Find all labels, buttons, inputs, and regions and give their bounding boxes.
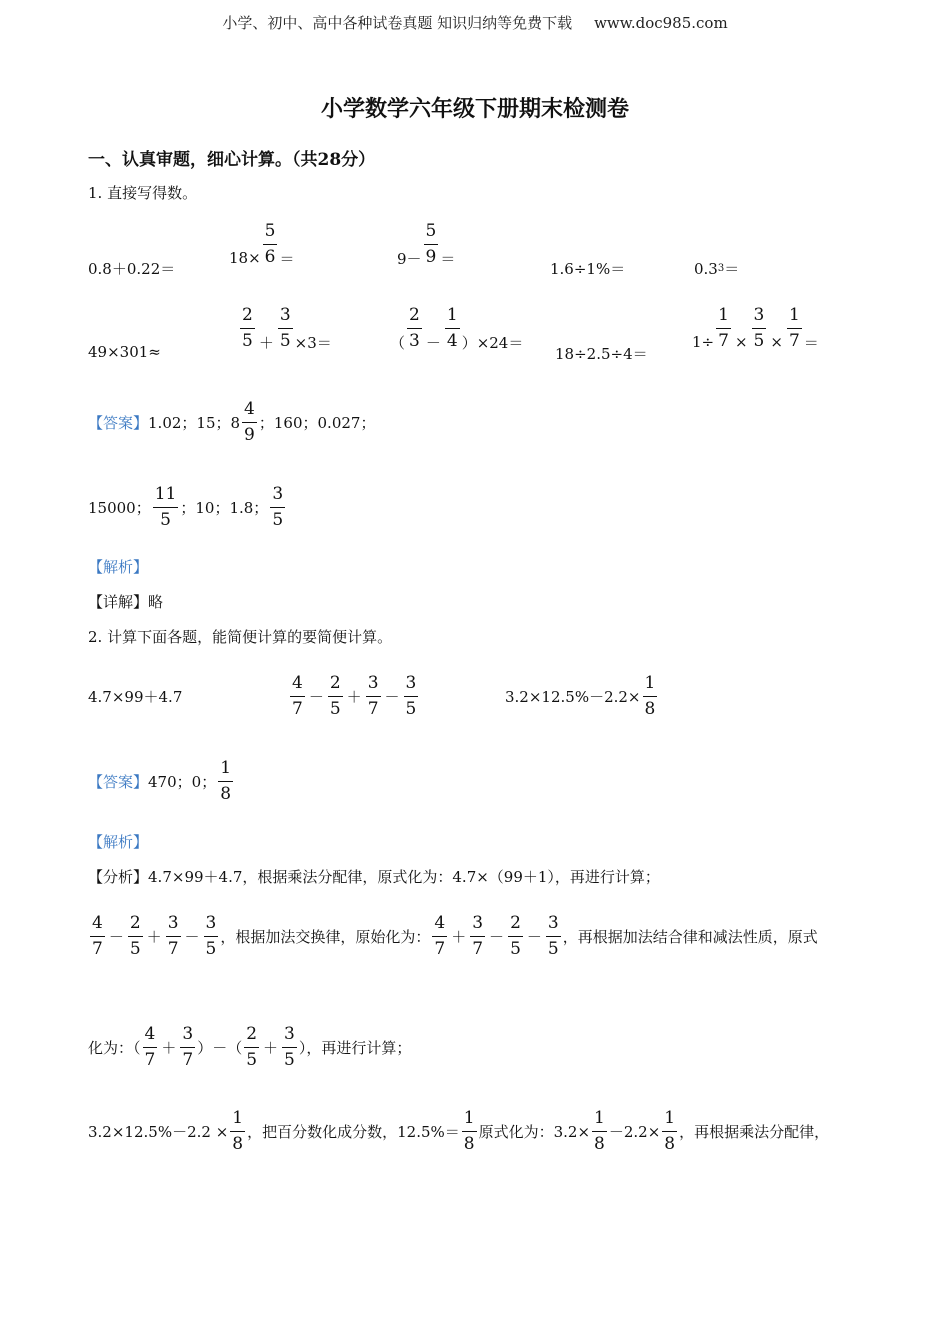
numerator: 2 (329, 672, 341, 693)
fraction (470, 912, 485, 959)
numerator: 3 (472, 912, 484, 933)
fenxi-text: 4.7×99＋4.7，根据乘法分配律，原式化为：4.7×（99＋1），再进行计算； (148, 868, 660, 886)
q1-answer-1 (88, 396, 375, 448)
numerator: 3 (753, 304, 765, 325)
fraction (143, 1023, 158, 1070)
fraction (366, 672, 381, 719)
answer-text: ；160；0.027； (258, 413, 376, 432)
q1-r1-b-post: ＝ (279, 249, 295, 268)
numerator: 2 (510, 912, 521, 933)
fenxi-text: ），再进行计算； (298, 1038, 412, 1057)
denominator: 5 (279, 330, 291, 351)
fraction (180, 1023, 195, 1070)
numerator: 3 (284, 1023, 295, 1044)
numerator: 3 (167, 912, 179, 933)
q1-r1-a: 0.8＋0.22＝ (88, 260, 176, 278)
q2-fenxi-line-4 (88, 1105, 829, 1157)
operator: ＋ (451, 927, 467, 946)
answer-label: 【答案】 (88, 413, 149, 432)
numerator: 5 (264, 220, 276, 241)
q1-r1-d: 1.6÷1%＝ (550, 260, 626, 278)
denominator: 7 (167, 938, 179, 959)
fraction (240, 304, 255, 351)
numerator: 2 (129, 912, 141, 933)
q1-r2-e-pre: 1÷ (692, 333, 715, 351)
numerator: 1 (463, 1107, 475, 1128)
numerator: 5 (425, 220, 437, 241)
fraction (282, 1023, 297, 1070)
denominator: 7 (144, 1049, 156, 1070)
fraction (290, 672, 305, 719)
q1-r1-c-post: ＝ (440, 249, 456, 268)
numerator: 1 (594, 1107, 605, 1128)
q1-r2-c (390, 304, 524, 372)
numerator: 3 (279, 304, 291, 325)
numerator: 4 (144, 1023, 156, 1044)
denominator: 5 (284, 1049, 295, 1070)
denominator: 8 (664, 1133, 676, 1154)
fenxi-text: ）－（ (197, 1038, 243, 1057)
fraction (328, 672, 343, 719)
denominator: 5 (242, 330, 253, 351)
denominator: 9 (244, 424, 255, 445)
denominator: 7 (292, 698, 303, 719)
fenxi-text: ，根据加法交换律，原始化为： (220, 927, 431, 946)
page-header (0, 12, 950, 33)
q1-r1-b-pre: 18× (229, 249, 261, 267)
fraction (546, 912, 561, 959)
denominator: 7 (472, 938, 484, 959)
denominator: 7 (434, 938, 446, 959)
q1-answer-2 (88, 481, 287, 533)
operator: × (770, 333, 783, 351)
numerator: 1 (446, 304, 458, 325)
fraction (407, 304, 422, 351)
operator: ＋ (146, 927, 162, 946)
fraction (263, 220, 278, 267)
q2-expr-3 (505, 670, 659, 722)
q1-r1-e-post: ＝ (724, 260, 740, 278)
denominator: 5 (329, 698, 341, 719)
denominator: 8 (644, 698, 656, 719)
q1-r2-a: 49×301≈ (88, 343, 161, 361)
answer-text: 15000； (88, 498, 151, 517)
expr-text: 3.2×12.5%－2.2× (505, 687, 641, 706)
q2-expr-2 (288, 670, 420, 722)
fraction (643, 672, 658, 719)
numerator: 4 (434, 912, 446, 933)
fraction (244, 1023, 259, 1070)
fraction (432, 912, 447, 959)
numerator: 2 (246, 1023, 258, 1044)
fraction (462, 1107, 477, 1154)
fenxi-text: 化为：（ (88, 1038, 141, 1057)
operator: － (489, 927, 505, 946)
denominator: 6 (264, 246, 276, 267)
q1-r2-c-post: ）×24＝ (461, 333, 524, 352)
q1-analysis-label: 【解析】 (88, 558, 149, 576)
operator: ＋ (258, 333, 274, 352)
numerator: 3 (182, 1023, 194, 1044)
q2-fenxi-line-1 (88, 866, 660, 887)
numerator: 1 (232, 1107, 244, 1128)
operator: － (108, 927, 124, 946)
operator: － (425, 333, 441, 352)
fraction (787, 304, 802, 351)
denominator: 5 (246, 1049, 258, 1070)
q1-r1-b (229, 220, 295, 288)
fraction (404, 672, 419, 719)
denominator: 5 (160, 509, 171, 530)
denominator: 7 (92, 938, 103, 959)
denominator: 5 (405, 698, 417, 719)
header-text: 小学、初中、高中各种试卷真题 知识归纳等免费下载 (222, 14, 573, 32)
numerator: 3 (272, 483, 284, 504)
denominator: 5 (129, 938, 141, 959)
numerator: 1 (644, 672, 656, 693)
detail-label: 【详解】 (88, 593, 149, 611)
q1-r1-c (397, 220, 456, 288)
numerator: 2 (409, 304, 420, 325)
q1-r2-d: 18÷2.5÷4＝ (555, 345, 648, 363)
q2-prompt: 2. 计算下面各题，能简便计算的要简便计算。 (88, 628, 393, 646)
detail-text: 略 (148, 593, 164, 611)
denominator: 5 (547, 938, 559, 959)
q1-r2-b (238, 304, 332, 372)
denominator: 5 (510, 938, 521, 959)
denominator: 9 (425, 246, 437, 267)
numerator: 3 (367, 672, 379, 693)
fraction (270, 483, 285, 530)
denominator: 7 (182, 1049, 194, 1070)
section-1-heading: 一、认真审题，细心计算。（共28分） (88, 150, 376, 170)
denominator: 8 (463, 1133, 475, 1154)
operator: ＋ (263, 1038, 279, 1057)
q2-analysis-label: 【解析】 (88, 833, 149, 851)
denominator: 8 (220, 783, 232, 804)
fraction (716, 304, 731, 351)
denominator: 8 (232, 1133, 244, 1154)
numerator: 2 (242, 304, 253, 325)
q2-answer (88, 755, 235, 807)
fraction (508, 912, 523, 959)
page-title: 小学数学六年级下册期末检测卷 (320, 96, 629, 122)
q1-r2-e (692, 304, 819, 372)
denominator: 7 (367, 698, 379, 719)
fraction (218, 757, 233, 804)
denominator: 5 (753, 330, 765, 351)
operator: － (184, 927, 200, 946)
answer-text: 470；0； (148, 772, 217, 791)
fenxi-text: －2.2× (608, 1122, 661, 1141)
fenxi-label: 【分析】 (88, 868, 149, 886)
denominator: 3 (409, 330, 420, 351)
numerator: 4 (92, 912, 103, 933)
fenxi-text: 原式化为：3.2× (478, 1122, 591, 1141)
fraction (166, 912, 181, 959)
fraction (662, 1107, 677, 1154)
q1-detail (88, 591, 163, 612)
operator: － (526, 927, 542, 946)
q1-prompt: 1. 直接写得数。 (88, 184, 198, 202)
denominator: 8 (594, 1133, 605, 1154)
q2-fenxi-line-2 (88, 910, 818, 962)
fraction (445, 304, 460, 351)
fenxi-text: ，把百分数化成分数，12.5%＝ (247, 1122, 460, 1141)
operator: × (734, 333, 748, 351)
fenxi-text: ，再根据加法结合律和减法性质，原式 (562, 927, 818, 946)
fraction (424, 220, 439, 267)
numerator: 1 (788, 304, 800, 325)
fraction (592, 1107, 607, 1154)
q1-r1-e (694, 258, 739, 279)
exponent: 3 (717, 263, 725, 274)
operator: － (308, 687, 324, 706)
numerator: 3 (405, 672, 417, 693)
fraction (153, 483, 179, 530)
denominator: 5 (272, 509, 284, 530)
q1-r2-b-post: ×3＝ (294, 333, 332, 352)
numerator: 3 (547, 912, 559, 933)
denominator: 4 (446, 330, 458, 351)
header-site: www.doc985.com (594, 14, 728, 32)
denominator: 7 (718, 330, 729, 351)
q1-r1-c-pre: 9－ (397, 249, 422, 268)
numerator: 3 (205, 912, 217, 933)
fraction (204, 912, 219, 959)
fenxi-text: ，再根据乘法分配律， (679, 1122, 830, 1141)
numerator: 1 (664, 1107, 676, 1128)
denominator: 7 (788, 330, 800, 351)
operator: ＋ (346, 687, 362, 706)
answer-text: ；10；1.8； (180, 498, 269, 517)
answer-label: 【答案】 (88, 772, 149, 791)
q2-fenxi-line-3 (88, 1021, 411, 1073)
q1-r2-e-post: ＝ (803, 333, 819, 352)
fraction (128, 912, 143, 959)
fraction (278, 304, 293, 351)
q1-r1-e-base: 0.3 (694, 259, 718, 278)
operator: ＋ (161, 1038, 177, 1057)
fraction (230, 1107, 245, 1154)
numerator: 4 (244, 398, 255, 419)
fraction (90, 912, 105, 959)
denominator: 5 (205, 938, 217, 959)
numerator: 11 (154, 483, 177, 504)
answer-text: 1.02；15；8 (148, 413, 241, 432)
q2-expr-1: 4.7×99＋4.7 (88, 688, 183, 706)
fraction (242, 398, 257, 445)
numerator: 4 (292, 672, 303, 693)
numerator: 1 (718, 304, 729, 325)
paren-open: （ (390, 333, 406, 352)
numerator: 1 (220, 757, 232, 778)
fenxi-text: 3.2×12.5%－2.2 × (88, 1122, 229, 1141)
operator: － (384, 687, 400, 706)
fraction (752, 304, 767, 351)
